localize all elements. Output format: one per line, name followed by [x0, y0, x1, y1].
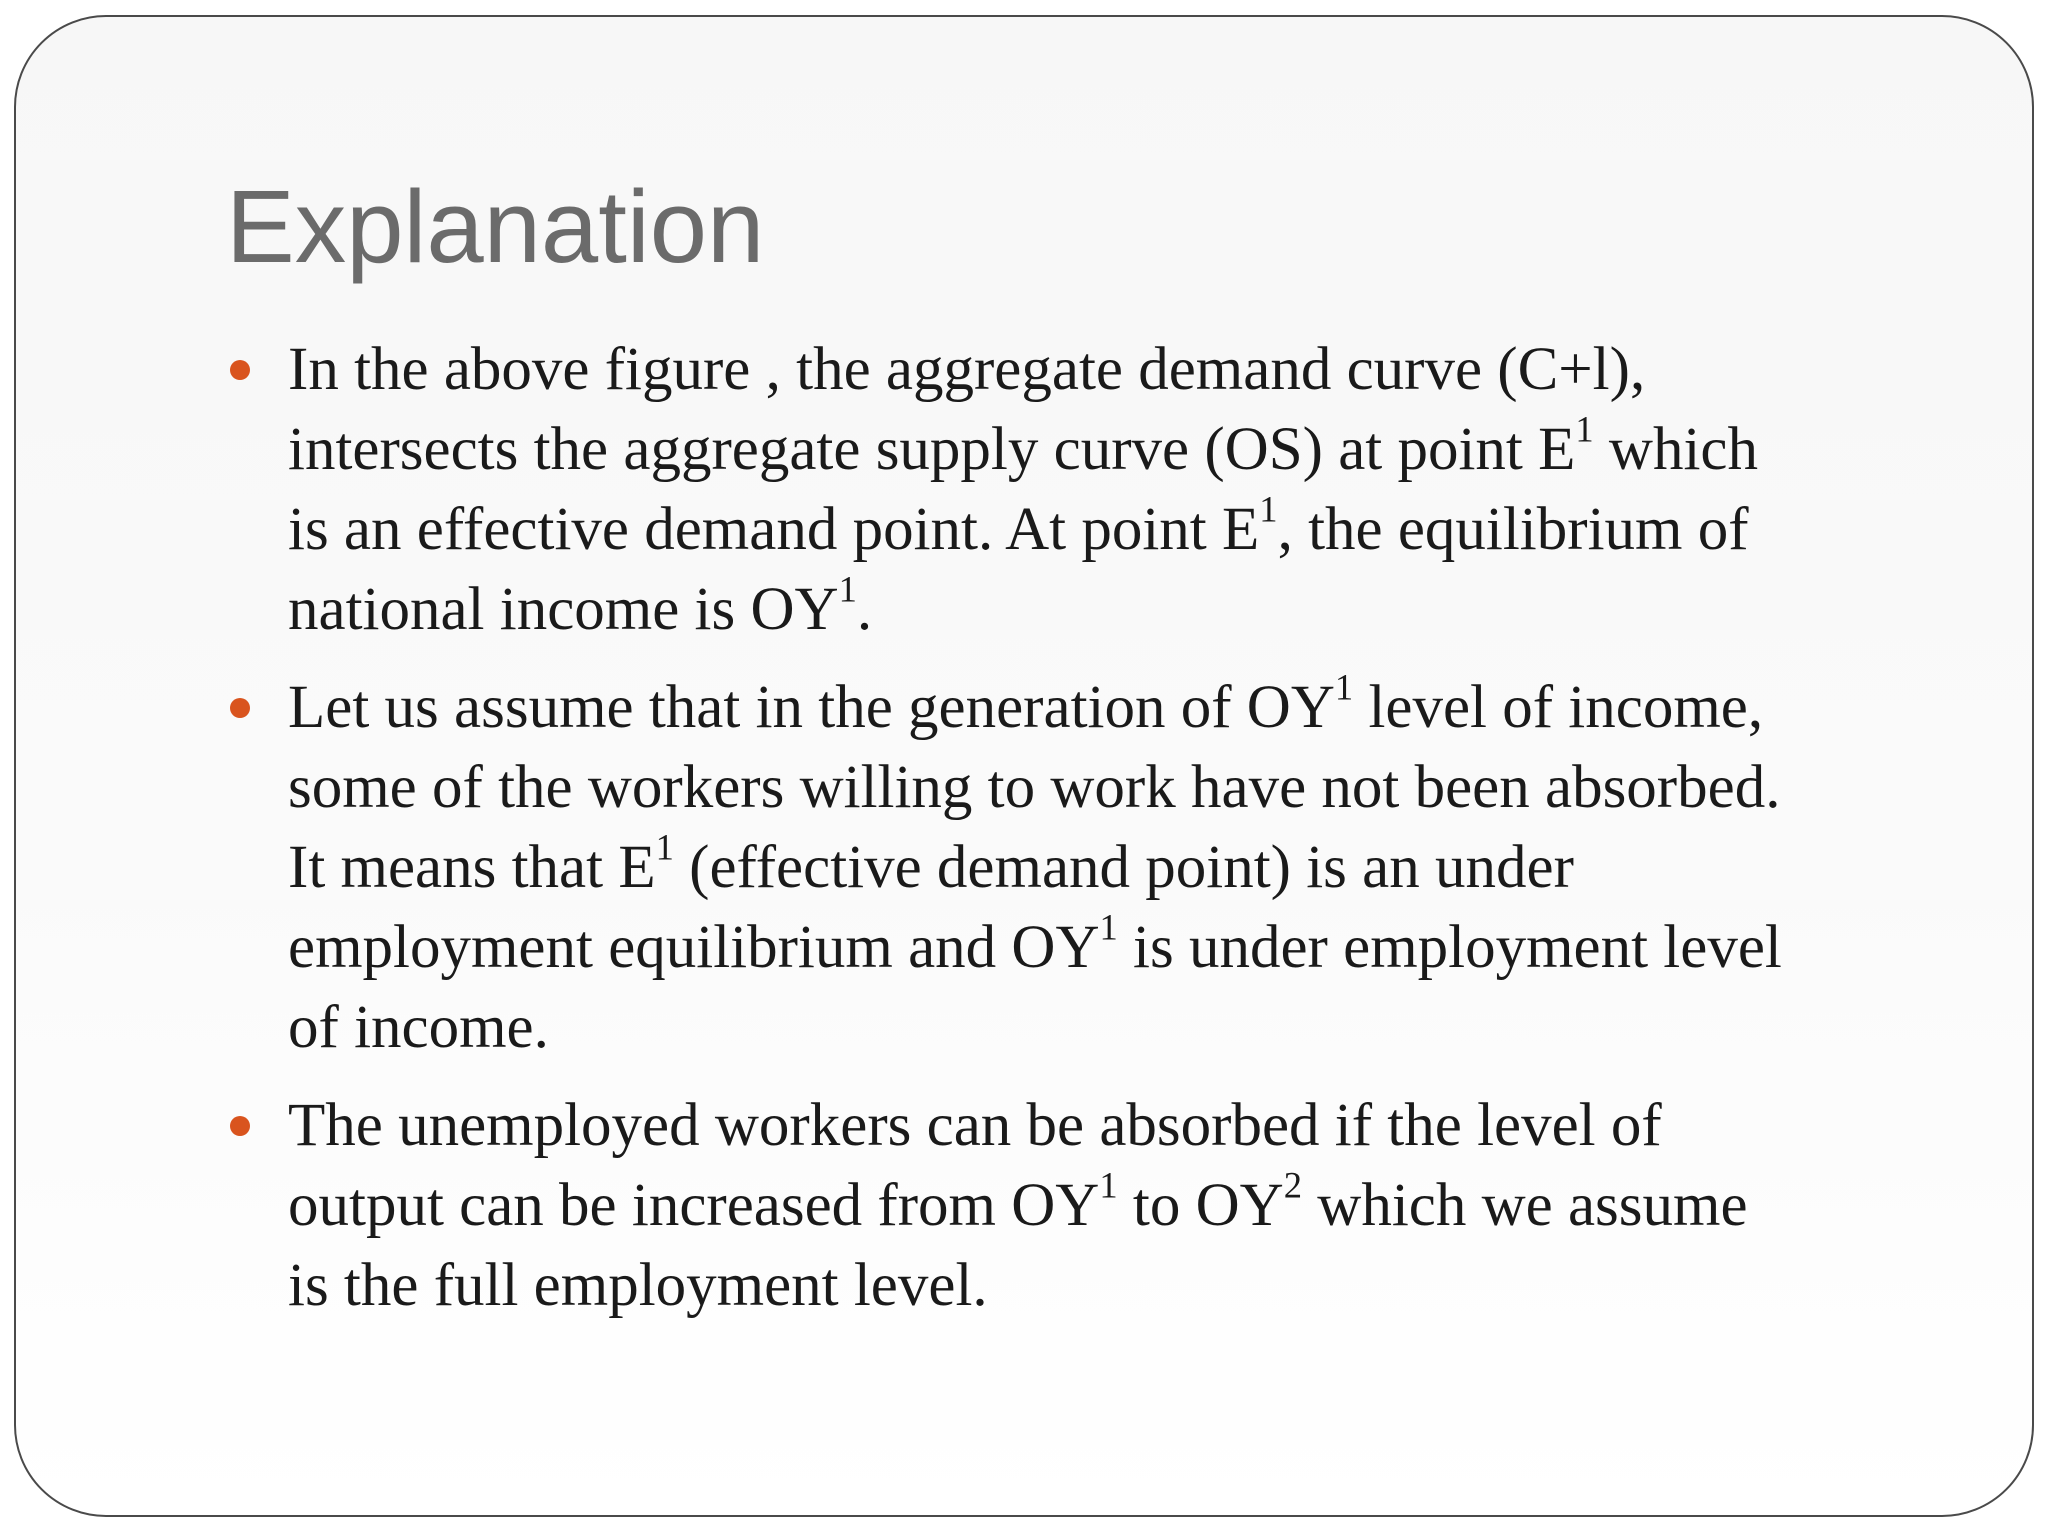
superscript: 1: [655, 826, 674, 868]
bullet-line: [288, 908, 1946, 988]
bullet-line: [288, 1166, 1946, 1246]
superscript: 2: [1283, 1164, 1303, 1206]
text-segment: which: [1593, 416, 1758, 483]
bullet-line: [288, 828, 1946, 908]
text-segment: output can be increased from OY: [288, 1172, 1100, 1239]
text-segment: some of the workers willing to work have not been absorbed.: [288, 754, 1781, 821]
bullet-line: [288, 668, 1946, 748]
bullet-list: [226, 330, 1946, 1344]
superscript: 1: [838, 568, 857, 610]
text-segment: , the equilibrium of: [1277, 496, 1749, 563]
text-segment: is the full employment level.: [288, 1252, 988, 1319]
text-segment: .: [856, 576, 873, 643]
bullet-line: [288, 570, 1946, 650]
superscript: 1: [1099, 906, 1118, 948]
bullet-line: [288, 410, 1946, 490]
text-segment: In the above figure , the aggregate demand curve (C+l),: [288, 336, 1646, 403]
bullet-line: [288, 330, 1946, 410]
bullet-item: [226, 668, 1946, 1068]
bullet-dot-icon: [230, 1116, 250, 1136]
bullet-line: [288, 988, 1946, 1068]
text-segment: employment equilibrium and OY: [288, 914, 1100, 981]
bullet-line: [288, 1086, 1946, 1166]
bullet-dot-icon: [230, 698, 250, 718]
text-segment: is under employment level: [1117, 914, 1782, 981]
text-segment: It means that E: [288, 834, 656, 901]
slide-title: Explanation: [226, 169, 765, 284]
text-segment: The unemployed workers can be absorbed if the level of: [288, 1092, 1662, 1159]
text-segment: national income is OY: [288, 576, 839, 643]
superscript: 1: [1099, 1164, 1118, 1206]
text-segment: (effective demand point) is an under: [673, 834, 1574, 901]
text-segment: which we assume: [1302, 1172, 1748, 1239]
superscript: 1: [1259, 488, 1278, 530]
bullet-line: [288, 1246, 1946, 1326]
bullet-item: [226, 1086, 1946, 1326]
text-segment: level of income,: [1353, 674, 1764, 741]
superscript: 1: [1575, 408, 1594, 450]
bullet-line: [288, 490, 1946, 570]
text-segment: of income.: [288, 994, 549, 1061]
text-segment: is an effective demand point. At point E: [288, 496, 1260, 563]
bullet-dot-icon: [230, 360, 250, 380]
bullet-line: [288, 748, 1946, 828]
text-segment: Let us assume that in the generation of OY: [288, 674, 1335, 741]
superscript: 1: [1334, 666, 1354, 708]
text-segment: intersects the aggregate supply curve (OS) at point E: [288, 416, 1576, 483]
text-segment: to OY: [1117, 1172, 1284, 1239]
bullet-item: [226, 330, 1946, 650]
